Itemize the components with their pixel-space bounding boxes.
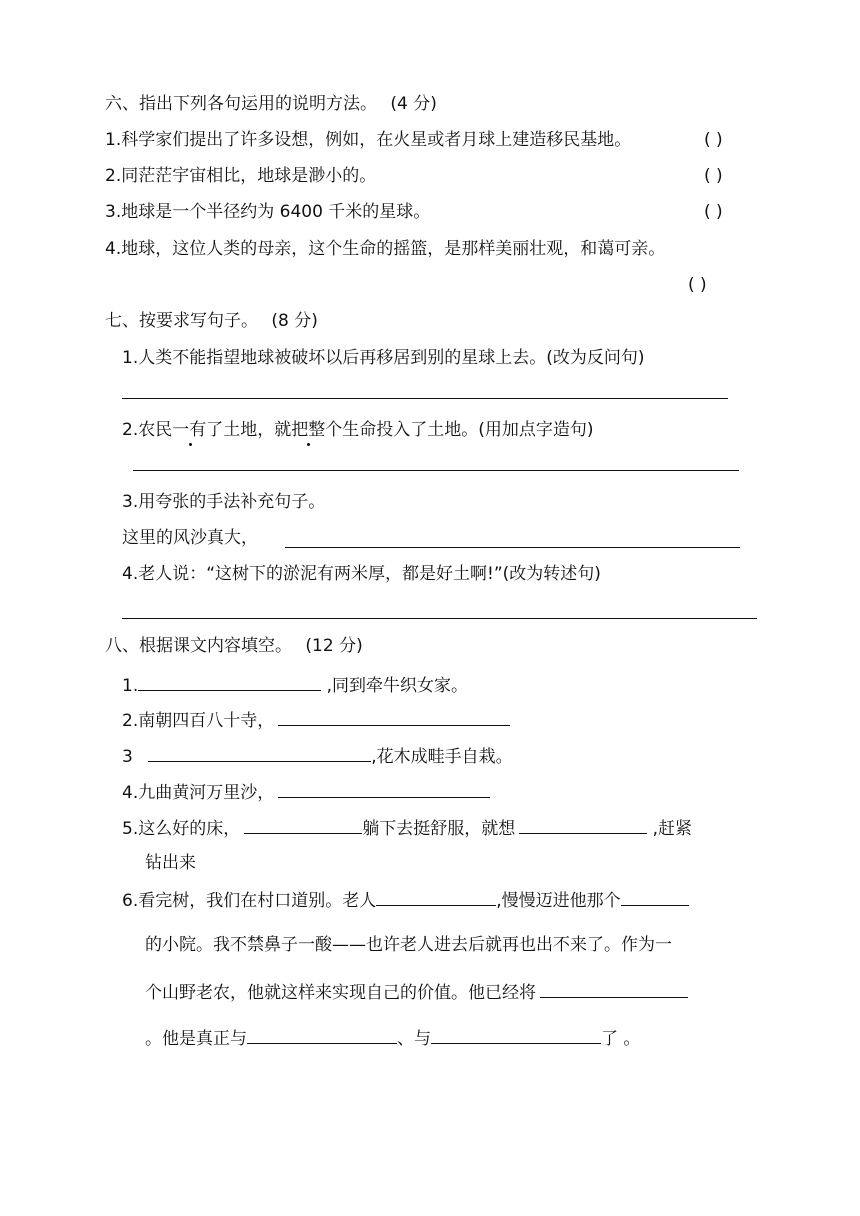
section-8-heading: [105, 634, 363, 658]
answer-paren-6-2[interactable]: ( ): [704, 166, 723, 186]
question-8-5: [122, 815, 692, 841]
answer-paren-6-4[interactable]: ( ): [688, 275, 707, 295]
question-8-6-line-2: 的小院。我不禁鼻子一酸——也许老人进去后就再也出不来了。作为一: [145, 935, 672, 955]
fill-blank-8-6-b[interactable]: [621, 887, 689, 906]
question-8-2: [122, 707, 510, 733]
question-8-6-line-4: [145, 1025, 640, 1051]
answer-paren-6-1[interactable]: ( ): [704, 130, 723, 150]
question-6-3: 3.地球是一个半径约为 6400 千米的星球。: [105, 202, 431, 222]
section-7-score: (8 分): [271, 311, 318, 331]
section-6-title: 六、指出下列各句运用的说明方法。: [105, 94, 377, 114]
fill-blank-8-5-b[interactable]: [519, 815, 647, 834]
question-6-2: 2.同茫茫宇宙相比，地球是渺小的。: [105, 166, 377, 186]
question-6-1: 1.科学家们提出了许多设想，例如，在火星或者月球上建造移民基地。: [105, 130, 632, 150]
question-8-6-line-3: [145, 979, 688, 1005]
question-8-2-text: 2.南朝四百八十寺，: [122, 711, 275, 731]
question-7-4: 4.老人说：“这树下的淤泥有两米厚，都是好土啊!”(改为转述句): [122, 564, 601, 584]
fill-blank-8-3[interactable]: [148, 743, 371, 762]
question-8-4-text: 4.九曲黄河万里沙，: [122, 783, 275, 803]
fill-blank-8-1[interactable]: [138, 672, 321, 691]
emphasis-dot: [307, 443, 310, 446]
question-7-1: 1.人类不能指望地球被破坏以后再移居到别的星球上去。(改为反问句): [122, 348, 645, 368]
question-8-6-part-a: 6.看完树，我们在村口道别。老人: [122, 891, 377, 911]
question-8-1-number: 1.: [122, 676, 139, 696]
fill-blank-8-4[interactable]: [278, 779, 490, 798]
question-7-2: 2.农民一有了土地，就把整个生命投入了土地。(用加点字造句): [122, 420, 594, 440]
question-8-3: [122, 743, 513, 769]
fill-blank-8-6-a[interactable]: [376, 887, 496, 906]
section-6-score: (4 分): [390, 94, 437, 114]
fill-blank-8-6-d[interactable]: [247, 1025, 397, 1044]
question-8-6-part-b: ,慢慢迈进他那个: [496, 891, 621, 911]
question-8-3-number: 3: [122, 747, 133, 767]
question-8-5-part-b: 躺下去挺舒服，就想: [362, 819, 516, 839]
question-8-5-part-a: 5.这么好的床，: [122, 819, 241, 839]
fill-blank-8-6-c[interactable]: [540, 979, 688, 998]
question-8-4: [122, 779, 490, 805]
question-6-4: 4.地球，这位人类的母亲，这个生命的摇篮，是那样美丽壮观，和蔼可亲。: [105, 239, 666, 259]
question-8-3-text: ,花木成畦手自栽。: [371, 747, 513, 767]
question-7-3: 3.用夸张的手法补充句子。: [122, 492, 326, 512]
question-8-6-part-g: 了 。: [601, 1029, 641, 1049]
answer-line-7-3[interactable]: [285, 547, 740, 548]
answer-line-7-4[interactable]: [122, 618, 757, 619]
fill-blank-8-2[interactable]: [278, 707, 510, 726]
section-8-title: 八、根据课文内容填空。: [105, 636, 292, 656]
question-8-6-line-1: [122, 887, 689, 913]
section-7-heading: [105, 309, 318, 333]
emphasis-dot: [189, 443, 192, 446]
question-8-6-part-d: 个山野老农，他就这样来实现自己的价值。他已经将: [145, 983, 536, 1003]
section-6-heading: [105, 92, 437, 116]
question-8-6-part-f: 、与: [397, 1029, 431, 1049]
section-7-title: 七、按要求写句子。: [105, 311, 258, 331]
question-8-6-part-e: 。他是真正与: [145, 1029, 247, 1049]
answer-line-7-1[interactable]: [122, 398, 728, 399]
section-8-score: (12 分): [305, 636, 363, 656]
answer-paren-6-3[interactable]: ( ): [704, 202, 723, 222]
question-8-1-text: ,同到牵牛织女家。: [326, 676, 469, 696]
question-8-5-continued: 钻出来: [145, 853, 196, 873]
fill-blank-8-6-e[interactable]: [431, 1025, 601, 1044]
question-7-3-prompt: 这里的风沙真大，: [122, 528, 258, 548]
answer-line-7-2[interactable]: [133, 470, 739, 471]
fill-blank-8-5-a[interactable]: [244, 815, 362, 834]
question-8-1: [122, 672, 468, 698]
question-8-5-part-c: ,赶紧: [652, 819, 693, 839]
